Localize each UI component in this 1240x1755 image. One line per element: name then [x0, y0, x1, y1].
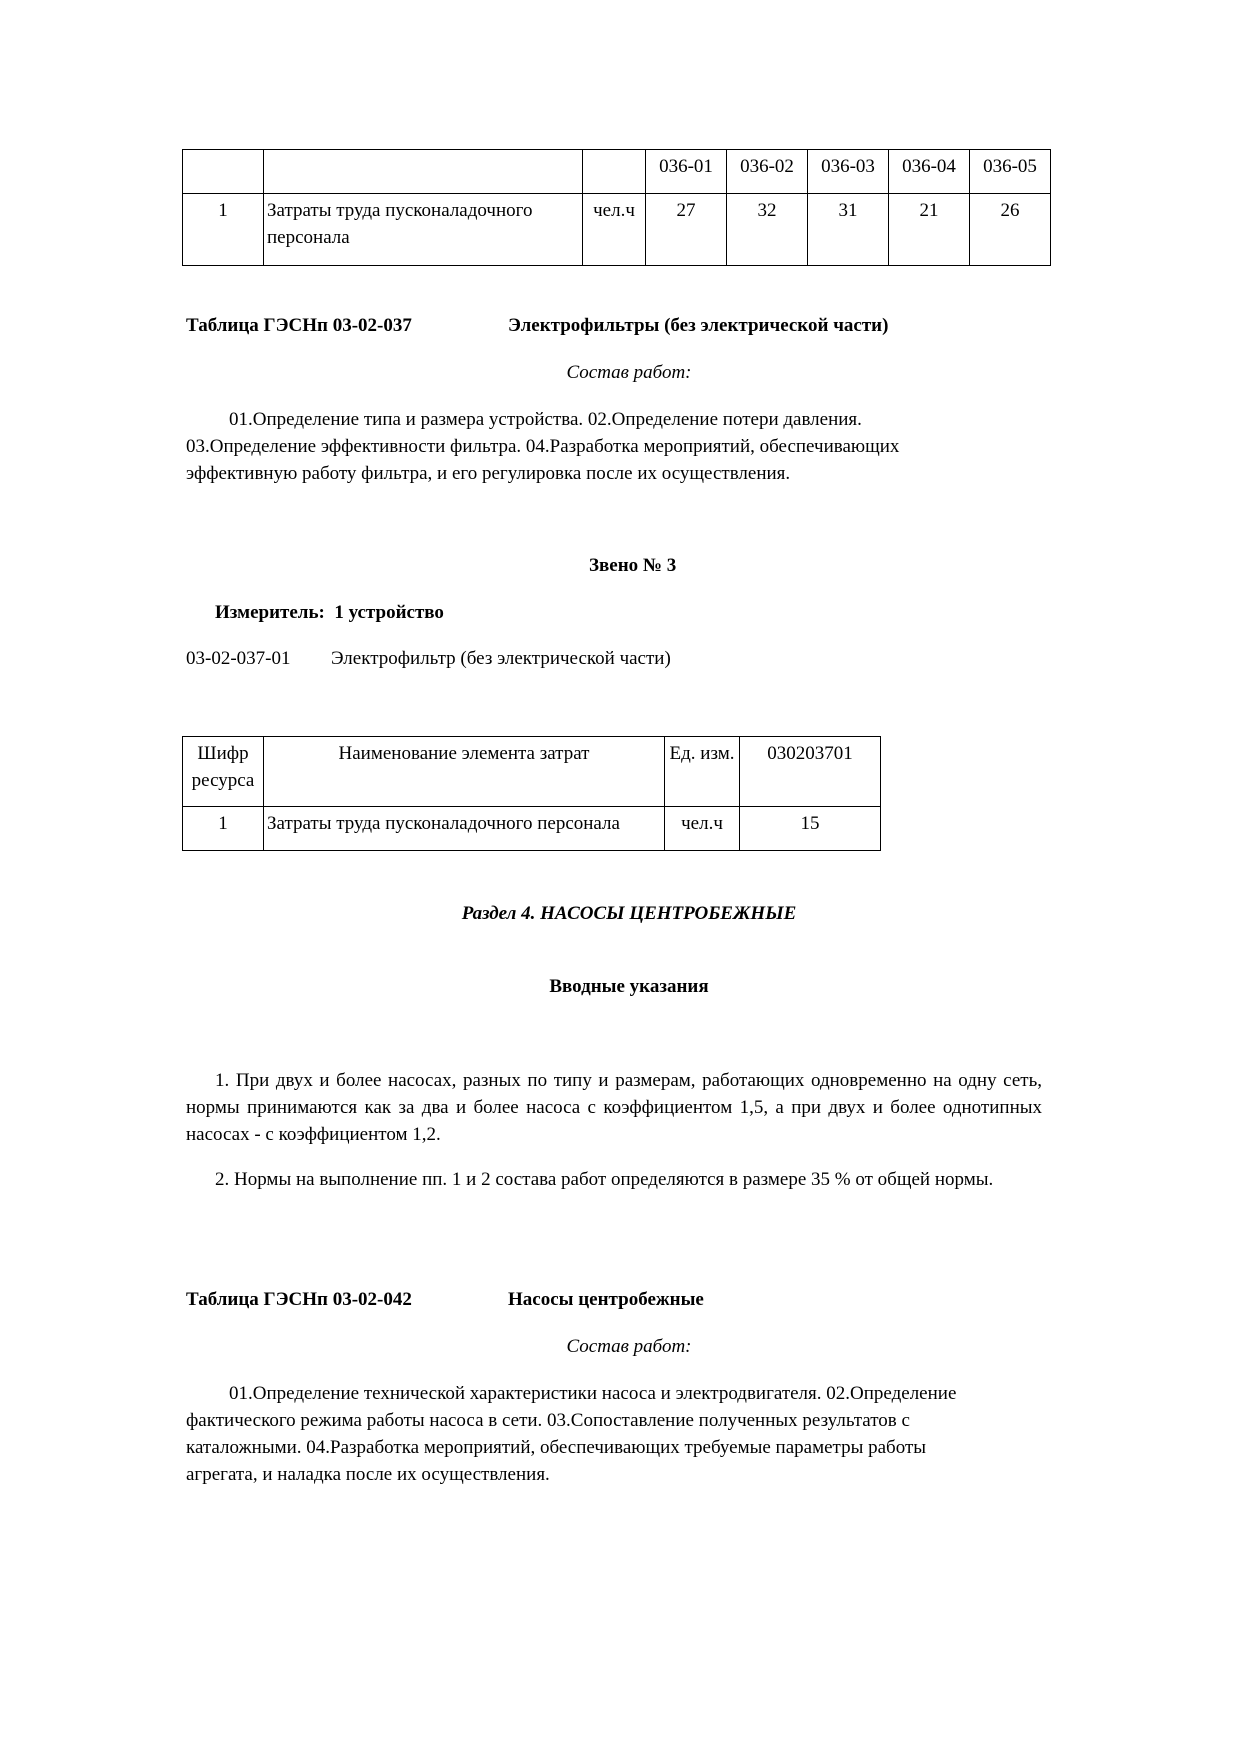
row-value: 15: [740, 807, 881, 851]
table-title-037: Электрофильтры (без электрической части): [508, 315, 889, 336]
column-code: 036-02: [727, 150, 808, 194]
table-label-037: Таблица ГЭСНп 03-02-037: [186, 315, 412, 336]
column-code: 036-05: [970, 150, 1051, 194]
works-text-037: [186, 406, 1086, 487]
intro-heading: Вводные указания: [549, 976, 709, 997]
header-value-code: 030203701: [740, 737, 881, 807]
header-code: Шифр ресурса: [183, 737, 264, 807]
section-title: Раздел 4. НАСОСЫ ЦЕНТРОБЕЖНЫЕ: [461, 903, 797, 924]
table-title-042: Насосы центробежные: [508, 1289, 704, 1310]
works-heading-037: Состав работ:: [566, 362, 692, 383]
resource-table-037: [182, 736, 881, 851]
item-code: 03-02-037-01: [186, 648, 291, 669]
row-value: 26: [970, 194, 1051, 266]
table-label-042: Таблица ГЭСНп 03-02-042: [186, 1289, 412, 1310]
row-number: 1: [183, 807, 264, 851]
table-row: [183, 807, 881, 851]
row-value: 32: [727, 194, 808, 266]
row-value: 21: [889, 194, 970, 266]
row-value: 27: [646, 194, 727, 266]
works-text-042: [186, 1380, 1086, 1488]
header-name: Наименование элемента затрат: [264, 737, 665, 807]
header-unit: Ед. изм.: [665, 737, 740, 807]
works-text-line: 01.Определение типа и размера устройства. 02.Определение потери давления.: [229, 409, 862, 430]
item-name: Электрофильтр (без электрической части): [331, 648, 671, 669]
table-cell: [183, 150, 264, 194]
works-text-line: 01.Определение технической характеристики насоса и электродвигателя. 02.Определение: [229, 1383, 957, 1404]
intro-paragraph-2: 2. Нормы на выполнение пп. 1 и 2 состава работ определяются в размере 35 % от общей нормы.: [215, 1169, 994, 1190]
column-code: 036-03: [808, 150, 889, 194]
table-header-row: [183, 737, 881, 807]
works-text-line: эффективную работу фильтра, и его регулировка после их осуществления.: [186, 463, 791, 484]
link-heading: Звено № 3: [589, 555, 677, 576]
row-name: Затраты труда пусконаладочного персонала: [264, 194, 583, 266]
table-row: [183, 194, 1051, 266]
works-heading-042: Состав работ:: [566, 1336, 692, 1357]
table-cell: [264, 150, 583, 194]
row-name: Затраты труда пусконаладочного персонала: [264, 807, 665, 851]
works-text-line: фактического режима работы насоса в сети. 03.Сопоставление полученных результатов с: [186, 1410, 910, 1431]
row-unit: чел.ч: [665, 807, 740, 851]
row-value: 31: [808, 194, 889, 266]
works-text-line: каталожными. 04.Разработка мероприятий, обеспечивающих требуемые параметры работы: [186, 1437, 927, 1458]
intro-paragraph-1: 1. При двух и более насосах, разных по типу и размерам, работающих одновременно на одну сеть, нормы принимаются как за два и более насоса с коэффициентом 1,5, а при двух и более однотипных насосах - с коэффициентом 1,2.: [186, 1070, 1042, 1145]
meter-text: Измеритель: 1 устройство: [215, 602, 444, 623]
row-number: 1: [183, 194, 264, 266]
works-text-line: агрегата, и наладка после их осуществления.: [186, 1464, 550, 1485]
norms-table-036: [182, 149, 1051, 266]
column-code: 036-04: [889, 150, 970, 194]
row-unit: чел.ч: [583, 194, 646, 266]
table-cell: [583, 150, 646, 194]
column-code: 036-01: [646, 150, 727, 194]
works-text-line: 03.Определение эффективности фильтра. 04.Разработка мероприятий, обеспечивающих: [186, 436, 900, 457]
